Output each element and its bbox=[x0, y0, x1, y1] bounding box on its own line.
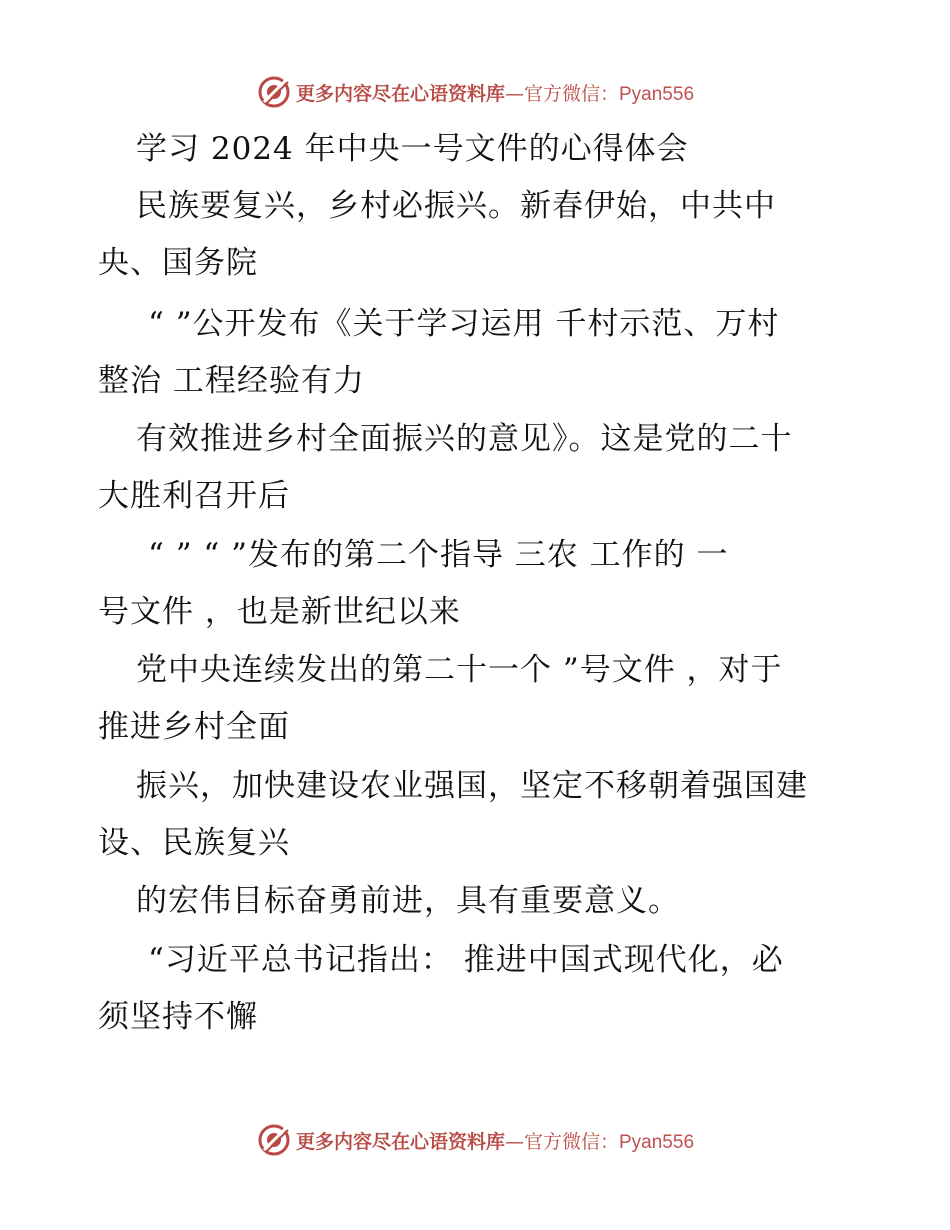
paragraph-line: 央、国务院 bbox=[98, 245, 258, 281]
footer-watermark bbox=[0, 1120, 950, 1160]
paragraph-line: “ ” “ ”发布的第二个指导 三农 工作的 一 bbox=[148, 537, 729, 573]
paragraph-line: 振兴，加快建设农业强国，坚定不移朝着强国建 bbox=[136, 768, 808, 804]
brand-logo-icon bbox=[256, 74, 292, 110]
watermark-text: 更多内容尽在心语资料库—官方微信：Pyan556 bbox=[295, 82, 695, 105]
paragraph-line: “习近平总书记指出： 推进中国式现代化，必 bbox=[148, 942, 784, 978]
paragraph-line: 有效推进乡村全面振兴的意见》。这是党的二十 bbox=[136, 421, 793, 457]
paragraph-line: 须坚持不懈 bbox=[98, 999, 258, 1035]
paragraph-line: 设、民族复兴 bbox=[98, 825, 290, 861]
paragraph-line: 号文件 ，也是新世纪以来 bbox=[98, 594, 461, 630]
document-title: 学习 2024 年中央一号文件的心得体会 bbox=[136, 131, 689, 167]
paragraph-line: 推进乡村全面 bbox=[98, 709, 290, 745]
header-watermark bbox=[0, 72, 950, 112]
paragraph-line: 民族要复兴，乡村必振兴。新春伊始，中共中 bbox=[136, 188, 776, 224]
paragraph-line: 的宏伟目标奋勇前进，具有重要意义。 bbox=[136, 883, 680, 919]
paragraph-line: 大胜利召开后 bbox=[98, 478, 290, 514]
paragraph-line: 党中央连续发出的第二十一个 ”号文件 ，对于 bbox=[136, 652, 783, 688]
watermark-text: 更多内容尽在心语资料库—官方微信：Pyan556 bbox=[295, 1130, 695, 1153]
brand-logo-icon bbox=[256, 1122, 292, 1158]
paragraph-line: “ ”公开发布《关于学习运用 千村示范、万村 bbox=[148, 306, 780, 342]
paragraph-line: 整治 工程经验有力 bbox=[98, 363, 365, 399]
